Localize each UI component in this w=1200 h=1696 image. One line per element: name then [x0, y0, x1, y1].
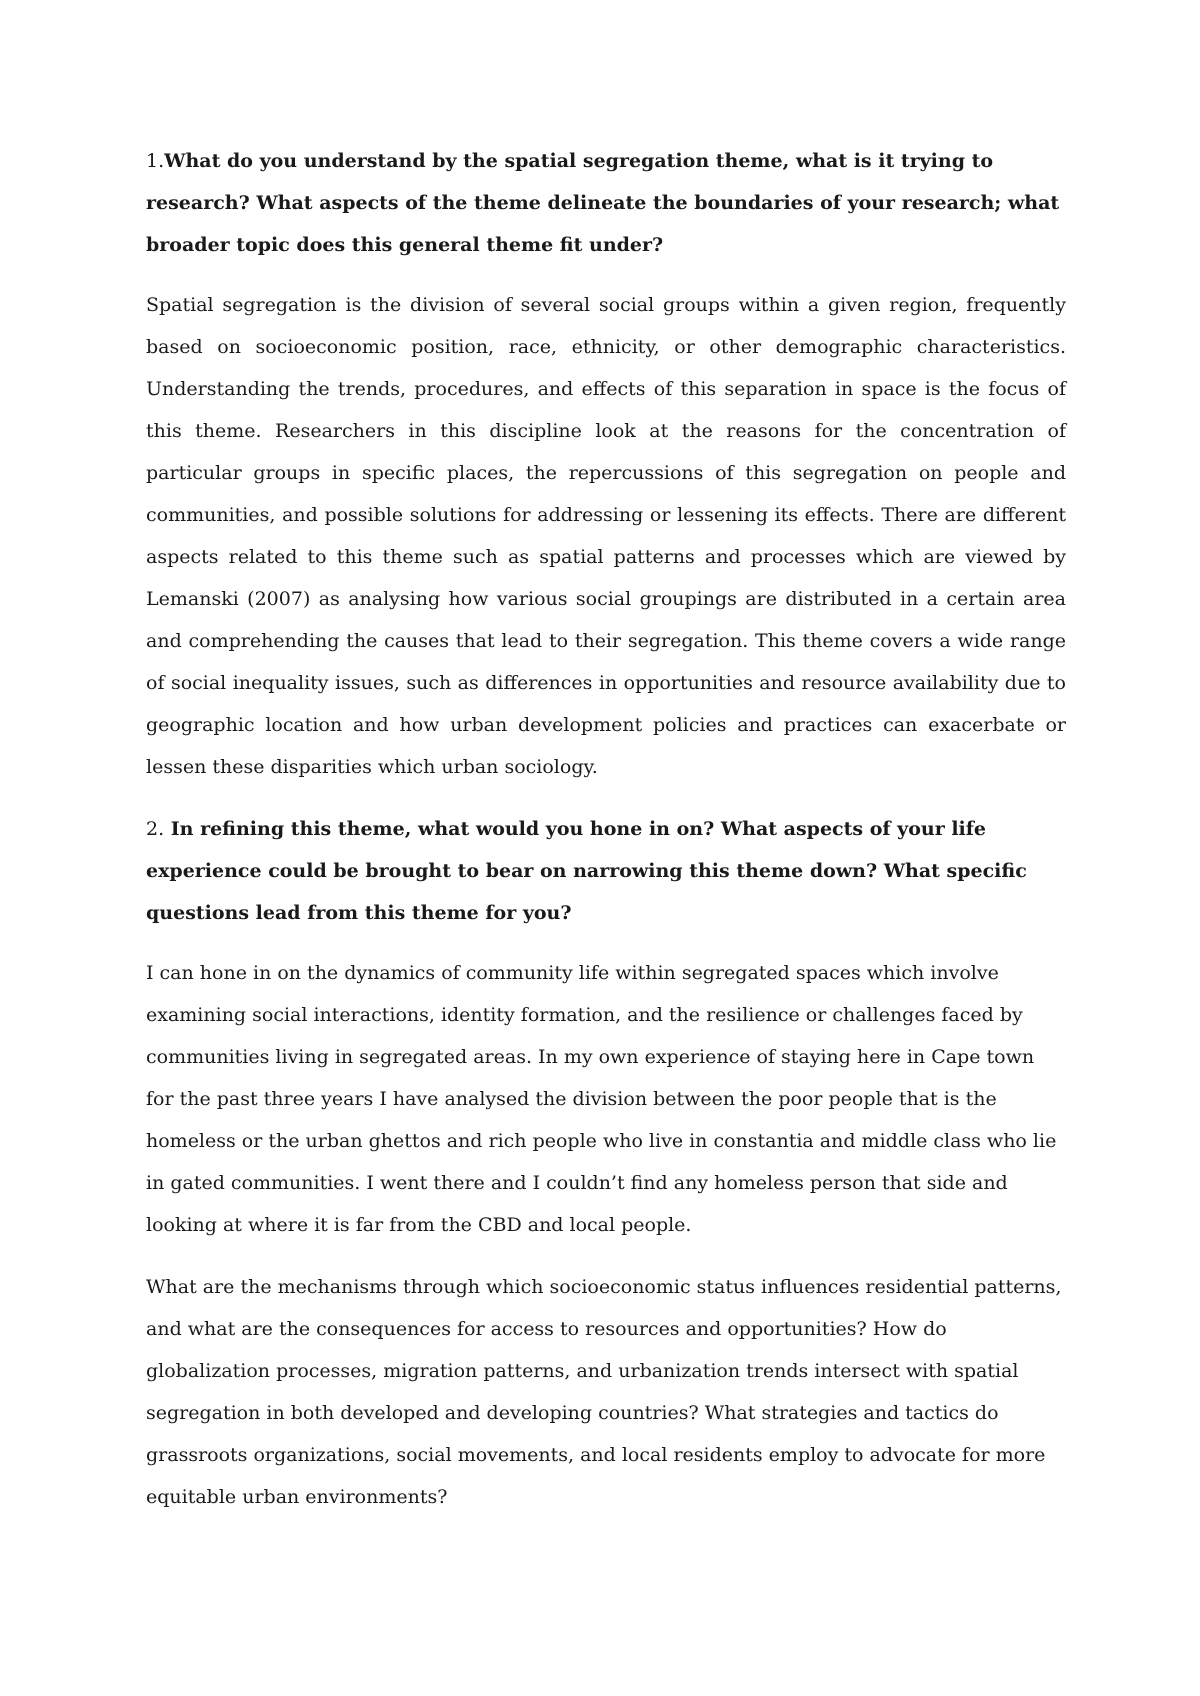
document-page	[146, 140, 1066, 1518]
question-1-number: 1.	[146, 150, 165, 172]
question-1	[146, 140, 1066, 266]
answer-1-paragraph: Spatial segregation is the division of several social groups within a given region, frequently based on socioeconomic position, race, ethnicity, or other demographic characteristics. Understanding the trends, procedures, and effects of this separation in space is the focus of this theme. Researchers in this discipline look at the reasons for the concentration of particular groups in specific places, the repercussions of this segregation on people and communities, and possible solutions for addressing or lessening its effects. There are different aspects related to this theme such as spatial patterns and processes which are viewed by Lemanski (2007) as analysing how various social groupings are distributed in a certain area and comprehending the causes that lead to their segregation. This theme covers a wide range of social inequality issues, such as differences in opportunities and resource availability due to geographic location and how urban development policies and practices can exacerbate or lessen these disparities which urban sociology.	[146, 294, 1066, 778]
question-1-text: What do you understand by the spatial segregation theme, what is it trying to research? What aspects of the theme delineate the boundaries of your research; what broader topic does this general theme fit under?	[146, 150, 1060, 256]
question-2-text: In refining this theme, what would you hone in on? What aspects of your life experience could be brought to bear on narrowing this theme down? What specific questions lead from this theme for you?	[146, 818, 1027, 924]
answer-2-paragraph: I can hone in on the dynamics of community life within segregated spaces which involve examining social interactions, identity formation, and the resilience or challenges faced by communities living in segregated areas. In my own experience of staying here in Cape town for the past three years I have analysed the division between the poor people that is the homeless or the urban ghettos and rich people who live in constantia and middle class who lie in gated communities. I went there and I couldn’t find any homeless person that side and looking at where it is far from the CBD and local people.	[146, 962, 1057, 1236]
question-2	[146, 808, 1066, 934]
answer-3-paragraph: What are the mechanisms through which socioeconomic status influences residential patterns, and what are the consequences for access to resources and opportunities? How do globalization processes, migration patterns, and urbanization trends intersect with spatial segregation in both developed and developing countries? What strategies and tactics do grassroots organizations, social movements, and local residents employ to advocate for more equitable urban environments?	[146, 1276, 1062, 1508]
question-2-number: 2.	[146, 818, 165, 840]
